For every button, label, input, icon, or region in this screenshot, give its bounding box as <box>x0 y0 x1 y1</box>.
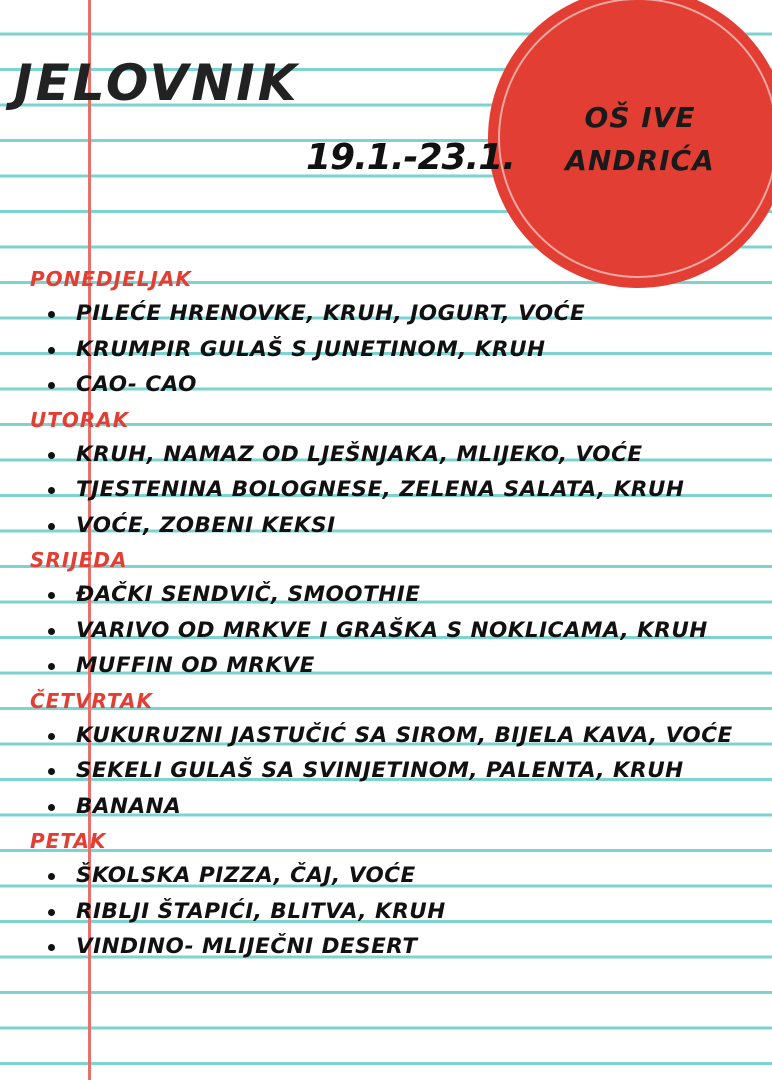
day-heading: UTORAK <box>30 407 130 432</box>
meal-list <box>30 718 765 825</box>
school-name-line2: ANDRIĆA <box>565 144 715 178</box>
meal-item: SEKELI GULAŠ SA SVINJETINOM, PALENTA, KRUH <box>30 753 765 789</box>
meal-item: TJESTENINA BOLOGNESE, ZELENA SALATA, KRUH <box>30 472 765 508</box>
meal-item: ŠKOLSKA PIZZA, ČAJ, VOĆE <box>30 858 765 894</box>
meal-item: VARIVO OD MRKVE I GRAŠKA S NOKLICAMA, KRUH <box>30 613 765 649</box>
school-name <box>540 96 740 183</box>
meal-item: PILEĆE HRENOVKE, KRUH, JOGURT, VOĆE <box>30 296 765 332</box>
day-tuesday <box>30 403 765 544</box>
meal-item: RIBLJI ŠTAPIĆI, BLITVA, KRUH <box>30 894 765 930</box>
day-heading: ČETVRTAK <box>30 688 154 713</box>
day-wednesday <box>30 543 765 684</box>
meal-list <box>30 858 765 965</box>
day-heading: PONEDJELJAK <box>30 267 192 291</box>
meal-item: ĐAČKI SENDVIČ, SMOOTHIE <box>30 577 765 613</box>
date-range: 19.1.-23.1. <box>306 137 515 178</box>
meal-item: BANANA <box>30 789 765 825</box>
meal-list <box>30 296 765 403</box>
meal-item: KRUH, NAMAZ OD LJEŠNJAKA, MLIJEKO, VOĆE <box>30 437 765 473</box>
day-heading: SRIJEDA <box>30 548 128 572</box>
meal-item: MUFFIN OD MRKVE <box>30 648 765 684</box>
page-title: JELOVNIK <box>14 54 300 112</box>
meal-item: CAO- CAO <box>30 367 765 403</box>
meal-list <box>30 577 765 684</box>
meal-item: VINDINO- MLIJEČNI DESERT <box>30 929 765 965</box>
day-friday <box>30 824 765 965</box>
day-thursday <box>30 684 765 825</box>
meal-item: KRUMPIR GULAŠ S JUNETINOM, KRUH <box>30 332 765 368</box>
school-stamp <box>488 0 772 288</box>
school-name-line1: OŠ IVE <box>584 101 696 134</box>
meal-item: VOĆE, ZOBENI KEKSI <box>30 508 765 544</box>
day-heading: PETAK <box>30 829 107 853</box>
meal-list <box>30 437 765 544</box>
weekly-menu <box>30 262 765 965</box>
meal-item: KUKURUZNI JASTUČIĆ SA SIROM, BIJELA KAVA, VOĆE <box>30 718 765 754</box>
day-monday <box>30 262 765 403</box>
